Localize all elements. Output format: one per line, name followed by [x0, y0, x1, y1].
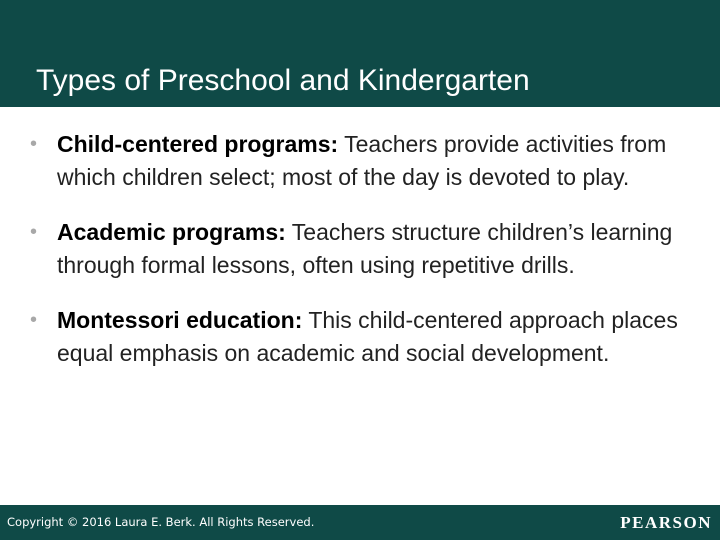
- copyright-notice: Copyright © 2016 Laura E. Berk. All Rights Reserved.: [7, 515, 315, 529]
- bullet-dot-icon: •: [30, 133, 38, 155]
- bullet-item-academic: [28, 216, 688, 281]
- bullet-text: Teachers structure children’s learning through formal lessons, often using repetitive drills.: [57, 219, 673, 278]
- bullet-item-child-centered: [28, 128, 688, 193]
- slide-title: Types of Preschool and Kindergarten: [36, 64, 530, 97]
- bullet-item-montessori: [28, 304, 688, 369]
- bullet-term: Child-centered programs:: [57, 131, 339, 157]
- slide-header: [0, 0, 720, 107]
- bullet-dot-icon: •: [30, 309, 38, 331]
- bullet-term: Academic programs:: [57, 219, 286, 245]
- bullet-text: This child-centered approach places equal emphasis on academic and social development.: [57, 307, 678, 366]
- pearson-logo: PEARSON: [620, 513, 712, 532]
- slide-footer: [0, 505, 720, 540]
- slide-content: [28, 128, 688, 392]
- bullet-dot-icon: •: [30, 221, 38, 243]
- bullet-term: Montessori education:: [57, 307, 303, 333]
- bullet-text: Teachers provide activities from which children select; most of the day is devoted to play.: [57, 131, 667, 190]
